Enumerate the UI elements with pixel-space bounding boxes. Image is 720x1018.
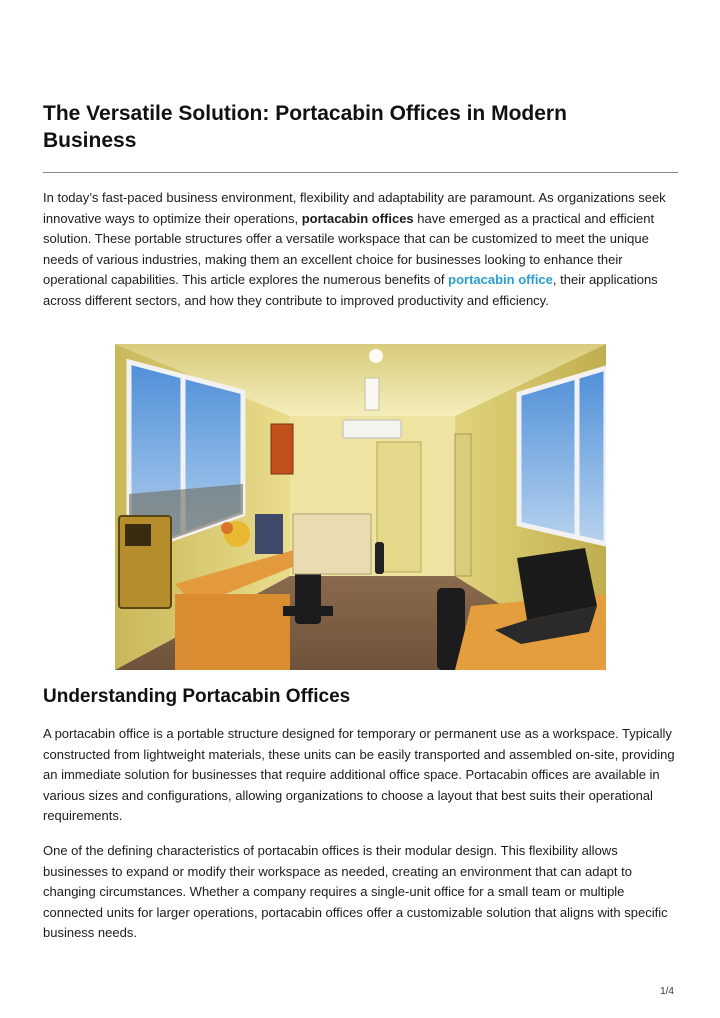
portacabin-office-link[interactable]: portacabin office <box>448 272 553 288</box>
intro-paragraph <box>43 188 678 312</box>
page-number: 1/4 <box>660 986 674 997</box>
body-paragraph: One of the defining characteristics of portacabin offices is their modular design. This flexibility allows businesses to expand or modify their workspace as needed, creating an environment that can adapt to changing circumstances. Whether a company requires a single-unit office for a small team or multiple connected units for larger operations, portacabin offices offer a customizable solution that aligns with specific business needs. <box>43 843 668 941</box>
body-paragraph: A portacabin office is a portable structure designed for temporary or permanent use as a workspace. Typically constructed from lightweight materials, these units can be easily transported and assembled on-site, providing an immediate solution for businesses that require additional office space. Portacabin offices are available in various sizes and configurations, allowing organizations to choose a layout that best suits their operational requirements. <box>43 726 675 824</box>
section-heading: Understanding Portacabin Offices <box>43 686 351 707</box>
title-divider <box>43 172 678 173</box>
article-title: The Versatile Solution: Portacabin Offices in Modern Business <box>43 102 567 152</box>
intro-text-1: In today’s fast-paced business environment, flexibility and adaptability are paramount. As organizations seek innovative ways to optimize their operations, <box>43 190 666 226</box>
intro-text-2: have emerged as a practical and efficient solution. These portable structures offer a versatile workspace that can be customized to meet the unique needs of various industries, making them an excellent choice for businesses looking to enhance their operational capabilities. This article explores the numerous benefits of <box>43 210 655 288</box>
intro-bold-text: portacabin offices <box>301 210 414 226</box>
intro-text-3: , their applications across different sectors, and how they contribute to improved productivity and efficiency. <box>43 272 658 308</box>
office-interior-photo <box>115 344 606 670</box>
